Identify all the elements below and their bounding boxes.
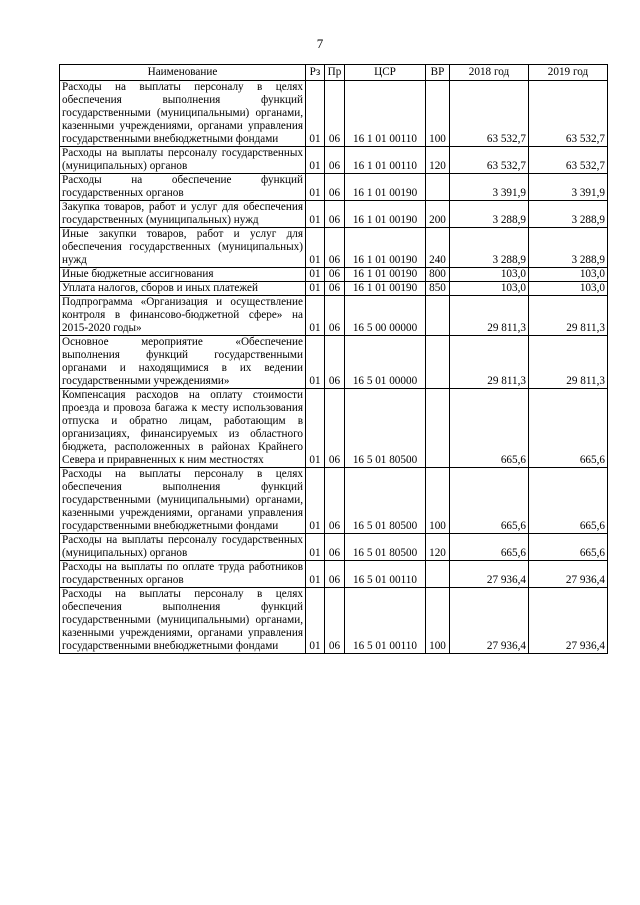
row-name: Уплата налогов, сборов и иных платежей — [60, 282, 306, 296]
row-2019: 63 532,7 — [529, 81, 608, 147]
row-2018: 665,6 — [450, 389, 529, 468]
row-name: Закупка товаров, работ и услуг для обеспечения государственных (муниципальных) нужд — [60, 201, 306, 228]
row-rz: 01 — [306, 468, 325, 534]
row-csr: 16 1 01 00190 — [345, 228, 426, 268]
row-vr — [426, 296, 450, 336]
row-rz: 01 — [306, 228, 325, 268]
table-header-row — [60, 65, 608, 81]
row-vr: 100 — [426, 81, 450, 147]
row-2018: 103,0 — [450, 282, 529, 296]
row-csr: 16 1 01 00190 — [345, 268, 426, 282]
row-name: Компенсация расходов на оплату стоимости проезда и провоза багажа к месту использования отпуска и обратно лицам, работающим в организациях, финансируемых из областного бюджета, расположенных в районах Крайнего Севера и приравненных к ним местностях — [60, 389, 306, 468]
row-pr: 06 — [325, 147, 345, 174]
budget-table — [59, 64, 608, 654]
row-2018: 3 391,9 — [450, 174, 529, 201]
row-csr: 16 5 01 80500 — [345, 468, 426, 534]
row-csr: 16 5 01 80500 — [345, 534, 426, 561]
row-2019: 665,6 — [529, 389, 608, 468]
row-vr: 120 — [426, 534, 450, 561]
row-vr — [426, 174, 450, 201]
row-pr: 06 — [325, 174, 345, 201]
page-number: 7 — [316, 36, 324, 51]
row-rz: 01 — [306, 336, 325, 389]
row-vr: 100 — [426, 468, 450, 534]
row-rz: 01 — [306, 201, 325, 228]
row-csr: 16 1 01 00110 — [345, 147, 426, 174]
header-csr: ЦСР — [345, 65, 426, 81]
row-rz: 01 — [306, 81, 325, 147]
row-name: Иные бюджетные ассигнования — [60, 268, 306, 282]
row-2018: 665,6 — [450, 468, 529, 534]
row-pr: 06 — [325, 561, 345, 588]
row-csr: 16 1 01 00190 — [345, 282, 426, 296]
row-2018: 3 288,9 — [450, 201, 529, 228]
row-name: Расходы на выплаты персоналу в целях обеспечения выполнения функций государственными (муниципальными) органами, казенными учреждениями, органами управления государственными внебюджетными фондами — [60, 81, 306, 147]
row-vr — [426, 389, 450, 468]
row-2018: 63 532,7 — [450, 81, 529, 147]
table-row — [60, 282, 608, 296]
row-name: Подпрограмма «Организация и осуществление контроля в финансово-бюджетной сфере» на 2015-2020 годы» — [60, 296, 306, 336]
row-name: Расходы на выплаты персоналу государственных (муниципальных) органов — [60, 534, 306, 561]
row-csr: 16 5 01 80500 — [345, 389, 426, 468]
table-row — [60, 228, 608, 268]
row-csr: 16 5 01 00110 — [345, 561, 426, 588]
row-pr: 06 — [325, 268, 345, 282]
row-rz: 01 — [306, 174, 325, 201]
row-rz: 01 — [306, 282, 325, 296]
row-csr: 16 1 01 00190 — [345, 201, 426, 228]
row-2019: 3 288,9 — [529, 201, 608, 228]
row-2018: 665,6 — [450, 534, 529, 561]
row-rz: 01 — [306, 588, 325, 654]
header-pr: Пр — [325, 65, 345, 81]
row-vr: 240 — [426, 228, 450, 268]
header-vr: ВР — [426, 65, 450, 81]
row-pr: 06 — [325, 81, 345, 147]
row-pr: 06 — [325, 336, 345, 389]
row-rz: 01 — [306, 268, 325, 282]
row-2019: 3 288,9 — [529, 228, 608, 268]
row-2019: 665,6 — [529, 534, 608, 561]
row-2018: 103,0 — [450, 268, 529, 282]
row-vr — [426, 561, 450, 588]
table-row — [60, 268, 608, 282]
row-2019: 103,0 — [529, 282, 608, 296]
header-2019: 2019 год — [529, 65, 608, 81]
row-vr: 850 — [426, 282, 450, 296]
row-vr: 200 — [426, 201, 450, 228]
table-row — [60, 389, 608, 468]
row-pr: 06 — [325, 534, 345, 561]
row-rz: 01 — [306, 389, 325, 468]
row-rz: 01 — [306, 147, 325, 174]
table-row — [60, 588, 608, 654]
row-pr: 06 — [325, 201, 345, 228]
row-vr: 800 — [426, 268, 450, 282]
header-name: Наименование — [60, 65, 306, 81]
row-csr: 16 1 01 00110 — [345, 81, 426, 147]
row-vr: 100 — [426, 588, 450, 654]
row-pr: 06 — [325, 228, 345, 268]
row-2018: 29 811,3 — [450, 336, 529, 389]
row-2019: 27 936,4 — [529, 561, 608, 588]
row-2018: 27 936,4 — [450, 588, 529, 654]
table-row — [60, 296, 608, 336]
row-2018: 29 811,3 — [450, 296, 529, 336]
row-2018: 63 532,7 — [450, 147, 529, 174]
table-row — [60, 336, 608, 389]
row-vr: 120 — [426, 147, 450, 174]
header-rz: Рз — [306, 65, 325, 81]
row-name: Расходы на обеспечение функций государственных органов — [60, 174, 306, 201]
row-name: Расходы на выплаты персоналу государственных (муниципальных) органов — [60, 147, 306, 174]
table-row — [60, 468, 608, 534]
row-pr: 06 — [325, 296, 345, 336]
table-row — [60, 147, 608, 174]
row-2019: 63 532,7 — [529, 147, 608, 174]
row-2019: 29 811,3 — [529, 336, 608, 389]
row-name: Расходы на выплаты персоналу в целях обеспечения выполнения функций государственными (муниципальными) органами, казенными учреждениями, органами управления государственными внебюджетными фондами — [60, 468, 306, 534]
header-2018: 2018 год — [450, 65, 529, 81]
row-vr — [426, 336, 450, 389]
row-rz: 01 — [306, 296, 325, 336]
row-2019: 27 936,4 — [529, 588, 608, 654]
table-row — [60, 174, 608, 201]
row-csr: 16 5 01 00110 — [345, 588, 426, 654]
row-name: Иные закупки товаров, работ и услуг для обеспечения государственных (муниципальных) нужд — [60, 228, 306, 268]
row-csr: 16 1 01 00190 — [345, 174, 426, 201]
row-2019: 29 811,3 — [529, 296, 608, 336]
row-rz: 01 — [306, 561, 325, 588]
table-row — [60, 201, 608, 228]
row-csr: 16 5 01 00000 — [345, 336, 426, 389]
row-rz: 01 — [306, 534, 325, 561]
row-2018: 3 288,9 — [450, 228, 529, 268]
row-name: Основное мероприятие «Обеспечение выполнения функций государственными органами и находящимися в их ведении государственными учреждениями» — [60, 336, 306, 389]
row-name: Расходы на выплаты персоналу в целях обеспечения выполнения функций государственными (муниципальными) органами, казенными учреждениями, органами управления государственными внебюджетными фондами — [60, 588, 306, 654]
row-csr: 16 5 00 00000 — [345, 296, 426, 336]
table-row — [60, 534, 608, 561]
row-pr: 06 — [325, 468, 345, 534]
row-2019: 665,6 — [529, 468, 608, 534]
row-2019: 103,0 — [529, 268, 608, 282]
table-row — [60, 561, 608, 588]
row-2018: 27 936,4 — [450, 561, 529, 588]
row-pr: 06 — [325, 389, 345, 468]
row-2019: 3 391,9 — [529, 174, 608, 201]
table-row — [60, 81, 608, 147]
row-pr: 06 — [325, 282, 345, 296]
row-name: Расходы на выплаты по оплате труда работников государственных органов — [60, 561, 306, 588]
row-pr: 06 — [325, 588, 345, 654]
